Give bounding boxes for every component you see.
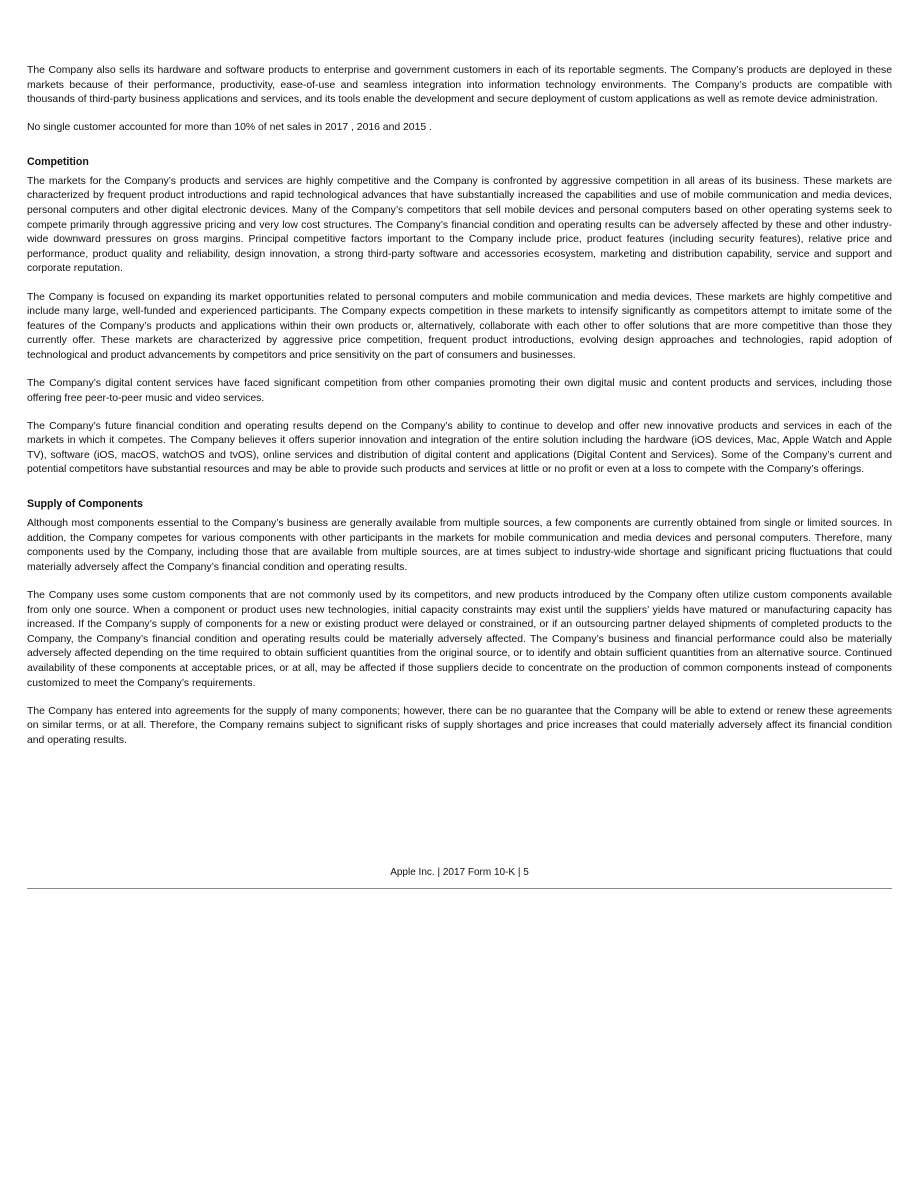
footer-divider (27, 888, 892, 889)
competition-paragraph: The Company is focused on expanding its market opportunities related to personal computers and mobile communication and media devices. These markets are highly competitive and include many large, well-funded and experienced participants. The Company expects competition in these markets to intensify significantly as competitors attempt to imitate some of the features of the Company’s products and applications within their own products or, alternatively, collaborate with each other to offer solutions that are more competitive than those they currently offer. These markets are characterized by aggressive price competition, frequent product introductions, evolving design approaches and technologies, rapid adoption of technological and product advancements by competitors and price sensitivity on the part of consumers and businesses. (27, 291, 892, 361)
supply-section (27, 497, 892, 748)
intro-paragraph-enterprise: The Company also sells its hardware and software products to enterprise and government customers in each of its reportable segments. The Company’s products are deployed in these markets because of their performance, productivity, ease-of-use and seamless integration into information technology environments. The Company’s products are compatible with thousands of third-party business applications and services, and its tools enable the development and secure deployment of custom applications as well as remote device administration. (27, 65, 892, 106)
competition-paragraph: The markets for the Company’s products and services are highly competitive and the Company is confronted by aggressive competition in all areas of its business. These markets are characterized by frequent product introductions and rapid technological advances that have substantially increased the capabilities and use of mobile communication and media devices, personal computers and other digital electronic devices. Many of the Company’s competitors that sell mobile devices and personal computers based on other operating systems seek to compete primarily through aggressive pricing and very low cost structures. The Company’s financial condition and operating results can be adversely affected by these and other industry-wide downward pressures on gross margins. Principal competitive factors important to the Company include price, product features (including security features), relative price and performance, product quality and reliability, design innovation, a strong third-party software and accessories ecosystem, marketing and distribution capability, service and support and corporate reputation. (27, 175, 892, 275)
page-footer (27, 866, 892, 889)
competition-paragraph: The Company’s future financial condition and operating results depend on the Company’s ability to continue to develop and offer new innovative products and services in each of the markets in which it competes. The Company believes it offers superior innovation and integration of the entire solution including the hardware (iOS devices, Mac, Apple Watch and Apple TV), software (iOS, macOS, watchOS and tvOS), online services and distribution of digital content and applications (Digital Content and Services). Some of the Company’s current and potential competitors have substantial resources and may be able to provide such products and services at little or no profit or even at a loss to compete with the Company’s offerings. (27, 420, 892, 476)
supply-paragraph: The Company has entered into agreements for the supply of many components; however, there can be no guarantee that the Company will be able to extend or renew these agreements on similar terms, or at all. Therefore, the Company remains subject to significant risks of supply shortages and price increases that could materially adversely affect its financial condition and operating results. (27, 705, 892, 746)
competition-heading: Competition (27, 155, 89, 168)
intro-paragraph-customers: No single customer accounted for more than 10% of net sales in 2017 , 2016 and 2015 . (27, 122, 432, 134)
supply-paragraph: The Company uses some custom components that are not commonly used by its competitors, and new products introduced by the Company often utilize custom components available from only one source. When a component or product uses new technologies, initial capacity constraints may exist until the suppliers’ yields have matured or manufacturing capacity has increased. If the Company’s supply of components for a new or existing product were delayed or constrained, or if an outsourcing partner delayed shipments of completed products to the Company, the Company’s financial condition and operating results could be materially adversely affected. The Company’s business and financial performance could also be materially adversely affected depending on the time required to obtain sufficient quantities from the original source, or to identify and obtain sufficient quantities from an alternative source. Continued availability of these components at acceptable prices, or at all, may be affected if those suppliers decide to concentrate on the production of common components instead of components customized to meet the Company’s requirements. (27, 589, 892, 689)
competition-paragraph: The Company’s digital content services have faced significant competition from other companies promoting their own digital music and content products and services, including those offering free peer-to-peer music and video services. (27, 378, 892, 404)
footer-label: Apple Inc. | 2017 Form 10-K | 5 (390, 867, 529, 878)
supply-heading: Supply of Components (27, 498, 143, 511)
supply-paragraph: Although most components essential to the Company’s business are generally available from multiple sources, a few components are currently obtained from single or limited sources. In addition, the Company competes for various components with other participants in the markets for mobile communication and media devices and personal computers. Therefore, many components used by the Company, including those that are available from multiple sources, are at times subject to industry-wide shortage and significant pricing fluctuations that could materially adversely affect the Company’s financial condition and operating results. (27, 518, 892, 573)
document-page (27, 64, 892, 762)
competition-section (27, 155, 892, 478)
